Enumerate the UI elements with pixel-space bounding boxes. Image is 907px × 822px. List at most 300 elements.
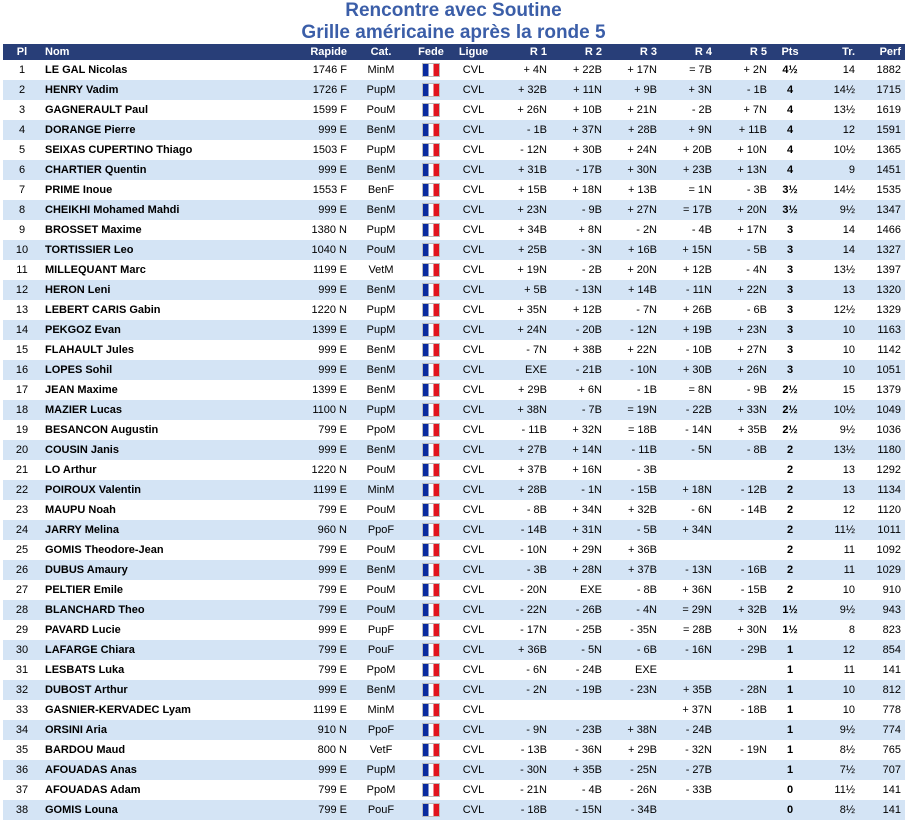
cell-pts: 1 [771,740,809,760]
player-name[interactable]: TORTISSIER Leo [41,240,253,260]
player-name[interactable]: JEAN Maxime [41,380,253,400]
cell-rapide: 1199 E [253,260,351,280]
cell-r1: - 11B [496,420,551,440]
cell-pts: 1 [771,700,809,720]
table-row [3,760,905,780]
cell-r5 [716,720,771,740]
cell-fede [411,740,451,760]
cell-r4: - 24B [661,720,716,740]
cell-cat: MinM [351,60,411,80]
player-name[interactable]: SEIXAS CUPERTINO Thiago [41,140,253,160]
table-row [3,180,905,200]
player-name[interactable]: LEBERT CARIS Gabin [41,300,253,320]
cell-pts: 2 [771,460,809,480]
cell-pts: 4 [771,140,809,160]
cell-cat: PouM [351,460,411,480]
cell-r3: + 30N [606,160,661,180]
player-name[interactable]: BROSSET Maxime [41,220,253,240]
cell-cat: PupM [351,220,411,240]
cell-cat: PpoM [351,780,411,800]
cell-ligue: CVL [451,520,496,540]
cell-perf: 943 [859,600,905,620]
col-header-rapide[interactable]: Rapide [253,44,351,60]
cell-cat: MinM [351,700,411,720]
cell-r5: - 19N [716,740,771,760]
cell-cat: PupM [351,140,411,160]
cell-tr: 13 [809,480,859,500]
cell-ligue: CVL [451,360,496,380]
cell-r4: + 37N [661,700,716,720]
cell-cat: PouM [351,100,411,120]
cell-cat: BenM [351,340,411,360]
cell-pl: 33 [3,700,41,720]
cell-r1: + 36B [496,640,551,660]
france-flag-icon [422,323,440,337]
player-name[interactable]: GASNIER-KERVADEC Lyam [41,700,253,720]
cell-perf: 1180 [859,440,905,460]
cell-pl: 27 [3,580,41,600]
france-flag-icon [422,403,440,417]
table-row [3,160,905,180]
col-header-perf[interactable]: Perf [859,44,905,60]
cell-r2: - 24B [551,660,606,680]
cell-pl: 15 [3,340,41,360]
table-row [3,560,905,580]
cell-r2: - 15N [551,800,606,820]
cell-r3: + 20N [606,260,661,280]
cell-perf: 1320 [859,280,905,300]
cell-rapide: 999 E [253,760,351,780]
cell-r2: - 20B [551,320,606,340]
table-row [3,120,905,140]
cell-rapide: 1399 E [253,320,351,340]
cell-rapide: 799 E [253,800,351,820]
cell-r3: + 9B [606,80,661,100]
cell-r4 [661,460,716,480]
cell-rapide: 999 E [253,340,351,360]
cell-r4 [661,660,716,680]
player-name[interactable]: DUBUS Amaury [41,560,253,580]
cell-r1: + 28B [496,480,551,500]
player-name[interactable]: LE GAL Nicolas [41,60,253,80]
cell-pl: 8 [3,200,41,220]
cell-cat: PpoF [351,720,411,740]
cell-r2: - 5N [551,640,606,660]
table-row [3,340,905,360]
cell-cat: BenM [351,560,411,580]
france-flag-icon [422,223,440,237]
cell-r2: - 17B [551,160,606,180]
cell-tr: 13½ [809,100,859,120]
cell-r2: + 11N [551,80,606,100]
cell-r5: - 5B [716,240,771,260]
player-name[interactable]: PEKGOZ Evan [41,320,253,340]
cell-r4: - 27B [661,760,716,780]
cell-r2: EXE [551,580,606,600]
cell-r1: - 14B [496,520,551,540]
cell-fede [411,800,451,820]
col-header-fede[interactable]: Fede [411,44,451,60]
player-name[interactable]: LO Arthur [41,460,253,480]
cell-r1: + 5B [496,280,551,300]
cell-ligue: CVL [451,60,496,80]
france-flag-icon [422,203,440,217]
cell-pl: 22 [3,480,41,500]
col-header-r5[interactable]: R 5 [716,44,771,60]
cell-r1: + 24N [496,320,551,340]
cell-r2: - 19B [551,680,606,700]
cell-r1: - 8B [496,500,551,520]
cell-rapide: 1599 F [253,100,351,120]
cell-r1: - 2N [496,680,551,700]
cell-ligue: CVL [451,600,496,620]
cell-r5: + 35B [716,420,771,440]
cell-r4: - 16N [661,640,716,660]
cell-cat: VetF [351,740,411,760]
cell-r3: - 11B [606,440,661,460]
table-row [3,220,905,240]
cell-r4: - 11N [661,280,716,300]
cell-r1: - 18B [496,800,551,820]
cell-pl: 7 [3,180,41,200]
player-name[interactable]: GAGNERAULT Paul [41,100,253,120]
cell-fede [411,580,451,600]
cell-r1 [496,700,551,720]
cell-pl: 6 [3,160,41,180]
cell-fede [411,360,451,380]
cell-perf: 1327 [859,240,905,260]
cell-ligue: CVL [451,300,496,320]
cell-r1: + 31B [496,160,551,180]
player-name[interactable]: BARDOU Maud [41,740,253,760]
cell-perf: 1882 [859,60,905,80]
page-header [0,0,907,44]
cell-pts: 1 [771,660,809,680]
table-row [3,200,905,220]
player-name[interactable]: PELTIER Emile [41,580,253,600]
cell-cat: PouM [351,600,411,620]
cell-fede [411,220,451,240]
cell-pl: 37 [3,780,41,800]
col-header-ligue[interactable]: Ligue [451,44,496,60]
cell-tr: 9½ [809,200,859,220]
cell-r2: + 14N [551,440,606,460]
cell-r3: = 19N [606,400,661,420]
france-flag-icon [422,243,440,257]
cell-r4: = 8N [661,380,716,400]
cell-cat: BenM [351,440,411,460]
cell-perf: 1347 [859,200,905,220]
table-row [3,420,905,440]
cell-ligue: CVL [451,200,496,220]
player-name[interactable]: DORANGE Pierre [41,120,253,140]
player-name[interactable]: CHEIKHI Mohamed Mahdi [41,200,253,220]
table-row [3,740,905,760]
table-row [3,360,905,380]
cell-r4: - 22B [661,400,716,420]
cell-r5: + 27N [716,340,771,360]
cell-r3: - 10N [606,360,661,380]
player-name[interactable]: LAFARGE Chiara [41,640,253,660]
player-name[interactable]: COUSIN Janis [41,440,253,460]
player-name[interactable]: GOMIS Louna [41,800,253,820]
cell-cat: VetM [351,260,411,280]
france-flag-icon [422,63,440,77]
player-name[interactable]: MILLEQUANT Marc [41,260,253,280]
cell-perf: 1029 [859,560,905,580]
col-header-cat[interactable]: Cat. [351,44,411,60]
col-header-r2[interactable]: R 2 [551,44,606,60]
col-header-r3[interactable]: R 3 [606,44,661,60]
cell-ligue: CVL [451,540,496,560]
cell-rapide: 999 E [253,280,351,300]
cell-rapide: 1553 F [253,180,351,200]
cell-r2: - 36N [551,740,606,760]
cell-r4: + 30B [661,360,716,380]
cell-r2: + 38B [551,340,606,360]
cell-pts: 2 [771,500,809,520]
player-name[interactable]: HENRY Vadim [41,80,253,100]
cell-perf: 1134 [859,480,905,500]
cell-fede [411,140,451,160]
france-flag-icon [422,103,440,117]
cell-perf: 1049 [859,400,905,420]
cell-cat: PouF [351,800,411,820]
cell-r3: - 5B [606,520,661,540]
table-row [3,400,905,420]
player-name[interactable]: BESANCON Augustin [41,420,253,440]
cell-cat: BenM [351,380,411,400]
cell-tr: 11½ [809,780,859,800]
cell-r3: - 3B [606,460,661,480]
cell-cat: PupM [351,320,411,340]
cell-r3: + 22N [606,340,661,360]
table-row [3,680,905,700]
cell-r5: + 7N [716,100,771,120]
player-name[interactable]: CHARTIER Quentin [41,160,253,180]
cell-perf: 707 [859,760,905,780]
cell-r2: - 26B [551,600,606,620]
cell-fede [411,240,451,260]
player-name[interactable]: HERON Leni [41,280,253,300]
cell-fede [411,200,451,220]
cell-ligue: CVL [451,660,496,680]
cell-tr: 11½ [809,520,859,540]
player-name[interactable]: DUBOST Arthur [41,680,253,700]
table-row [3,660,905,680]
cell-r2: - 21B [551,360,606,380]
france-flag-icon [422,363,440,377]
cell-ligue: CVL [451,640,496,660]
cell-perf: 1036 [859,420,905,440]
cell-r1: - 7N [496,340,551,360]
cell-pl: 14 [3,320,41,340]
cell-cat: BenM [351,680,411,700]
table-row [3,140,905,160]
player-name[interactable]: AFOUADAS Anas [41,760,253,780]
player-name[interactable]: ORSINI Aria [41,720,253,740]
cell-r2: + 35B [551,760,606,780]
france-flag-icon [422,443,440,457]
col-header-tr[interactable]: Tr. [809,44,859,60]
cell-pl: 21 [3,460,41,480]
france-flag-icon [422,703,440,717]
cell-rapide: 999 E [253,440,351,460]
player-name[interactable]: LOPES Sohil [41,360,253,380]
cell-fede [411,340,451,360]
cell-pts: 3 [771,360,809,380]
cell-perf: 1142 [859,340,905,360]
cell-pts: 4 [771,80,809,100]
cell-pts: 1½ [771,600,809,620]
cell-rapide: 799 E [253,580,351,600]
cell-r3: - 26N [606,780,661,800]
cell-ligue: CVL [451,220,496,240]
cell-pl: 2 [3,80,41,100]
cell-r4: - 33B [661,780,716,800]
col-header-nom[interactable]: Nom [41,44,253,60]
cell-r3: + 13B [606,180,661,200]
cell-rapide: 910 N [253,720,351,740]
standings-table [3,44,905,820]
cell-r2: + 30B [551,140,606,160]
cell-r1: + 37B [496,460,551,480]
cell-tr: 13½ [809,260,859,280]
cell-r5 [716,520,771,540]
cell-fede [411,540,451,560]
cell-r5: + 23N [716,320,771,340]
cell-fede [411,460,451,480]
table-row [3,60,905,80]
player-name[interactable]: GOMIS Theodore-Jean [41,540,253,560]
cell-tr: 13 [809,280,859,300]
cell-r5: + 33N [716,400,771,420]
cell-pl: 26 [3,560,41,580]
cell-pl: 28 [3,600,41,620]
player-name[interactable]: PAVARD Lucie [41,620,253,640]
cell-r5: - 12B [716,480,771,500]
cell-rapide: 999 E [253,620,351,640]
cell-tr: 9½ [809,720,859,740]
cell-ligue: CVL [451,480,496,500]
cell-rapide: 1220 N [253,460,351,480]
cell-r2: + 28N [551,560,606,580]
cell-ligue: CVL [451,380,496,400]
cell-r5: - 4N [716,260,771,280]
player-name[interactable]: LESBATS Luka [41,660,253,680]
player-name[interactable]: PRIME Inoue [41,180,253,200]
cell-pts: 2 [771,480,809,500]
cell-pts: 2 [771,520,809,540]
cell-r3: + 14B [606,280,661,300]
cell-r1: - 13B [496,740,551,760]
france-flag-icon [422,463,440,477]
col-header-r4[interactable]: R 4 [661,44,716,60]
player-name[interactable]: BLANCHARD Theo [41,600,253,620]
player-name[interactable]: MAUPU Noah [41,500,253,520]
cell-r5: - 1B [716,80,771,100]
cell-r2: - 2B [551,260,606,280]
france-flag-icon [422,803,440,817]
cell-pl: 30 [3,640,41,660]
cell-r4: - 6N [661,500,716,520]
cell-r1: - 12N [496,140,551,160]
cell-r1: + 26N [496,100,551,120]
cell-r4: = 29N [661,600,716,620]
table-body [3,60,905,820]
cell-r2: + 6N [551,380,606,400]
cell-r3: - 4N [606,600,661,620]
cell-rapide: 1726 F [253,80,351,100]
page-title: Rencontre avec Soutine [345,0,562,21]
cell-r3: + 16B [606,240,661,260]
cell-r5: + 30N [716,620,771,640]
cell-pts: 0 [771,780,809,800]
cell-r5: - 14B [716,500,771,520]
player-name[interactable]: JARRY Melina [41,520,253,540]
player-name[interactable]: FLAHAULT Jules [41,340,253,360]
cell-pl: 34 [3,720,41,740]
table-row [3,700,905,720]
cell-r3: - 25N [606,760,661,780]
cell-cat: PouM [351,540,411,560]
cell-tr: 11 [809,560,859,580]
cell-r1: + 15B [496,180,551,200]
france-flag-icon [422,583,440,597]
player-name[interactable]: MAZIER Lucas [41,400,253,420]
cell-cat: PupF [351,620,411,640]
cell-r3 [606,700,661,720]
cell-pts: 3 [771,220,809,240]
cell-r5: - 29B [716,640,771,660]
cell-r4: + 26B [661,300,716,320]
cell-ligue: CVL [451,680,496,700]
france-flag-icon [422,603,440,617]
player-name[interactable]: POIROUX Valentin [41,480,253,500]
cell-perf: 1379 [859,380,905,400]
col-header-pts[interactable]: Pts [771,44,809,60]
cell-cat: BenM [351,280,411,300]
cell-tr: 14 [809,60,859,80]
cell-r2: + 34N [551,500,606,520]
cell-r1: + 25B [496,240,551,260]
cell-fede [411,680,451,700]
cell-cat: PpoF [351,520,411,540]
table-row [3,260,905,280]
table-row [3,800,905,820]
cell-perf: 141 [859,780,905,800]
cell-perf: 1535 [859,180,905,200]
france-flag-icon [422,503,440,517]
col-header-r1[interactable]: R 1 [496,44,551,60]
cell-r1: - 21N [496,780,551,800]
cell-pts: 2½ [771,380,809,400]
player-name[interactable]: AFOUADAS Adam [41,780,253,800]
cell-r4: + 12B [661,260,716,280]
col-header-pl[interactable]: Pl [3,44,41,60]
page-subtitle: Grille américaine après la ronde 5 [301,22,606,43]
cell-cat: MinM [351,480,411,500]
table-row [3,480,905,500]
france-flag-icon [422,623,440,637]
cell-perf: 141 [859,660,905,680]
cell-cat: BenF [351,180,411,200]
cell-pl: 31 [3,660,41,680]
cell-r4 [661,540,716,560]
cell-rapide: 1220 N [253,300,351,320]
cell-tr: 8½ [809,740,859,760]
cell-pts: 3 [771,240,809,260]
